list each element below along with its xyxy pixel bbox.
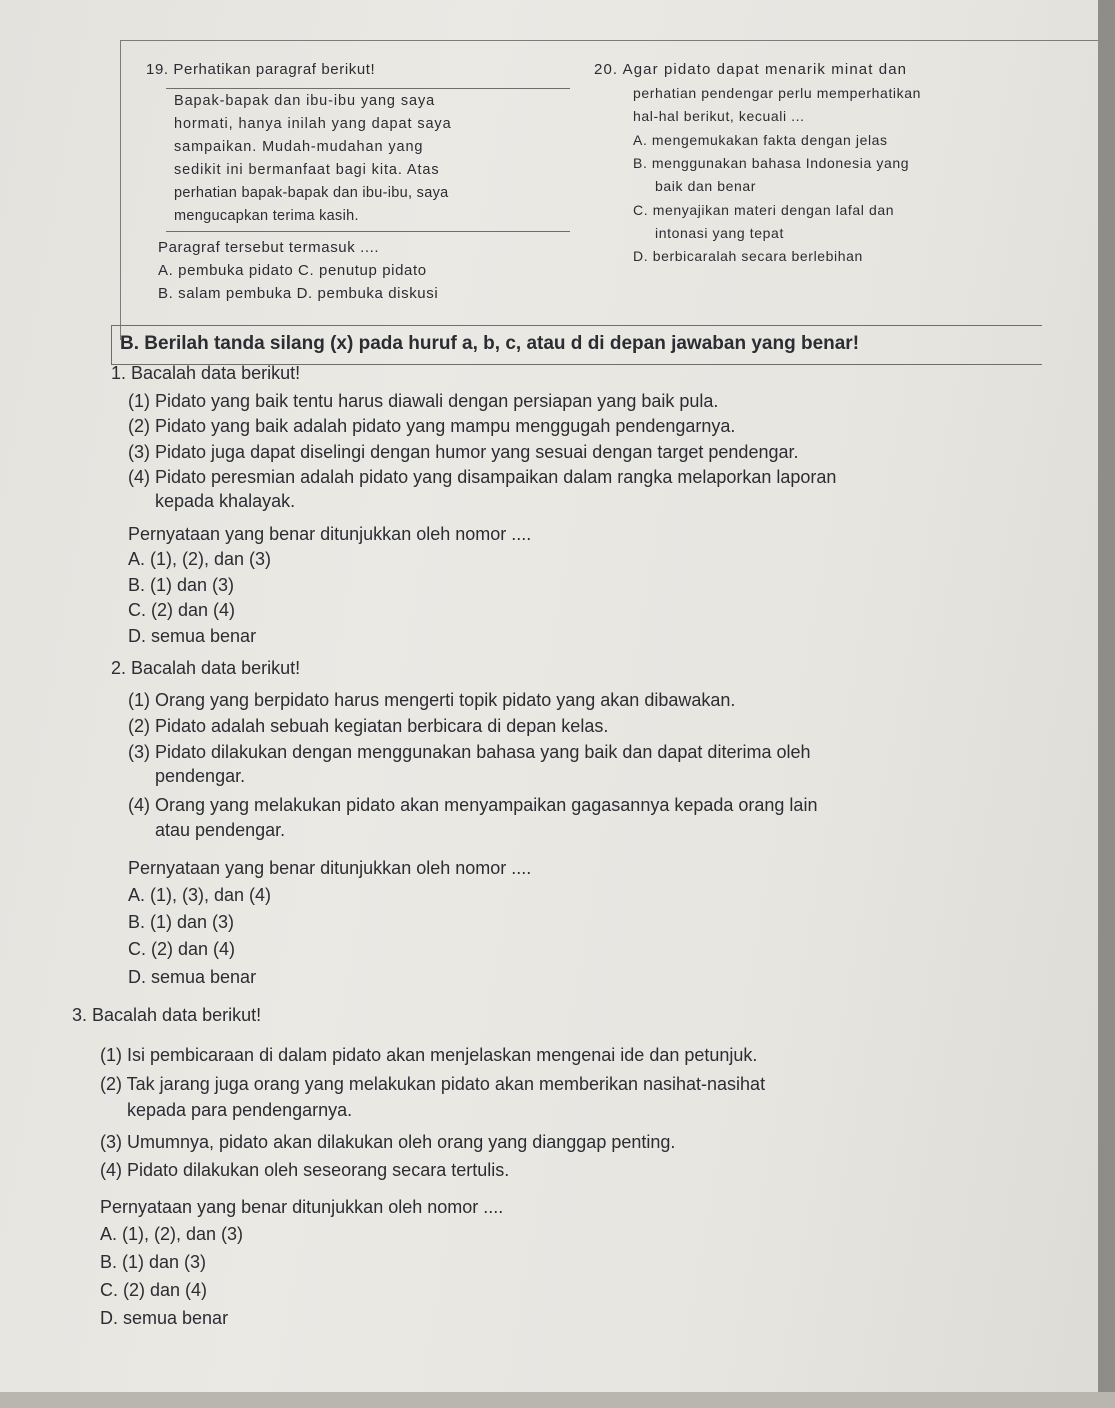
q19-paragraph-line: perhatian bapak-bapak dan ibu-ibu, saya xyxy=(174,185,449,201)
b1-question: Pernyataan yang benar ditunjukkan oleh nomor .... xyxy=(128,524,532,544)
q20-option-b: B. menggunakan bahasa Indonesia yang xyxy=(633,155,910,171)
q20-option-a: A. mengemukakan fakta dengan jelas xyxy=(633,132,888,148)
b2-statement: (4) Orang yang melakukan pidato akan menyampaikan gagasannya kepada orang lain xyxy=(128,795,818,815)
b2-statement-cont: atau pendengar. xyxy=(155,820,286,840)
b3-option-a: A. (1), (2), dan (3) xyxy=(100,1224,244,1244)
b2-option-d: D. semua benar xyxy=(128,967,257,987)
q19-options-row2: B. salam pembuka D. pembuka diskusi xyxy=(158,285,439,302)
b3-statement: (4) Pidato dilakukan oleh seseorang secara tertulis. xyxy=(100,1160,510,1180)
q19-paragraph-line: sedikit ini bermanfaat bagi kita. Atas xyxy=(174,162,440,178)
b3-option-b: B. (1) dan (3) xyxy=(100,1252,207,1272)
b2-statement: (3) Pidato dilakukan dengan menggunakan bahasa yang baik dan dapat diterima oleh xyxy=(128,742,811,762)
q20-stem-line: hal-hal berikut, kecuali ... xyxy=(633,108,805,124)
b1-statement: (3) Pidato juga dapat diselingi dengan humor yang sesuai dengan target pendengar. xyxy=(128,442,799,462)
b1-statement: (4) Pidato peresmian adalah pidato yang disampaikan dalam rangka melaporkan laporan xyxy=(128,467,837,487)
b1-option-b: B. (1) dan (3) xyxy=(128,575,235,595)
q19-paragraph-box xyxy=(166,88,570,232)
b2-statement: (1) Orang yang berpidato harus mengerti topik pidato yang akan dibawakan. xyxy=(128,690,736,710)
q20-option-c-cont: intonasi yang tepat xyxy=(655,225,784,241)
section-b-instruction: B. Berilah tanda silang (x) pada huruf a, b, c, atau d di depan jawaban yang benar! xyxy=(120,333,860,354)
b1-option-c: C. (2) dan (4) xyxy=(128,600,236,620)
q19-paragraph-line: mengucapkan terima kasih. xyxy=(174,208,359,224)
b1-statement: (2) Pidato yang baik adalah pidato yang mampu menggugah pendengarnya. xyxy=(128,416,736,436)
b2-title: 2. Bacalah data berikut! xyxy=(111,658,301,678)
b3-statement: (3) Umumnya, pidato akan dilakukan oleh orang yang dianggap penting. xyxy=(100,1132,676,1152)
b2-statement-cont: pendengar. xyxy=(155,766,246,786)
b3-statement: (1) Isi pembicaraan di dalam pidato akan menjelaskan mengenai ide dan petunjuk. xyxy=(100,1045,758,1065)
b3-statement-cont: kepada para pendengarnya. xyxy=(127,1100,353,1120)
b3-statement: (2) Tak jarang juga orang yang melakukan pidato akan memberikan nasihat-nasihat xyxy=(100,1074,766,1094)
b2-option-c: C. (2) dan (4) xyxy=(128,939,236,959)
q20-option-c: C. menyajikan materi dengan lafal dan xyxy=(633,202,895,218)
b2-option-a: A. (1), (3), dan (4) xyxy=(128,885,272,905)
b1-option-d: D. semua benar xyxy=(128,626,257,646)
q20-option-d: D. berbicaralah secara berlebihan xyxy=(633,248,863,264)
b3-title: 3. Bacalah data berikut! xyxy=(72,1005,262,1025)
b1-option-a: A. (1), (2), dan (3) xyxy=(128,549,272,569)
b1-title: 1. Bacalah data berikut! xyxy=(111,363,301,383)
page-shadow-edge xyxy=(1098,0,1115,1408)
b2-statement: (2) Pidato adalah sebuah kegiatan berbicara di depan kelas. xyxy=(128,716,609,736)
page-frame-left xyxy=(120,40,121,340)
page-bottom-edge xyxy=(0,1392,1115,1408)
b1-statement-cont: kepada khalayak. xyxy=(155,491,296,511)
b3-option-d: D. semua benar xyxy=(100,1308,229,1328)
q20-title: 20. Agar pidato dapat menarik minat dan xyxy=(594,61,908,78)
b2-option-b: B. (1) dan (3) xyxy=(128,912,235,932)
q19-question: Paragraf tersebut termasuk .... xyxy=(158,239,380,256)
q20-stem-line: perhatian pendengar perlu memperhatikan xyxy=(633,85,922,101)
q19-paragraph-line: Bapak-bapak dan ibu-ibu yang saya xyxy=(174,93,436,109)
b3-question: Pernyataan yang benar ditunjukkan oleh nomor .... xyxy=(100,1197,504,1217)
q19-options-row1: A. pembuka pidato C. penutup pidato xyxy=(158,262,427,279)
q19-title: 19. Perhatikan paragraf berikut! xyxy=(146,61,376,78)
b2-question: Pernyataan yang benar ditunjukkan oleh nomor .... xyxy=(128,858,532,878)
q19-paragraph-line: sampaikan. Mudah-mudahan yang xyxy=(174,139,424,155)
b1-statement: (1) Pidato yang baik tentu harus diawali dengan persiapan yang baik pula. xyxy=(128,391,719,411)
page-frame-top xyxy=(120,40,1115,41)
b3-option-c: C. (2) dan (4) xyxy=(100,1280,208,1300)
q19-paragraph-line: hormati, hanya inilah yang dapat saya xyxy=(174,116,452,132)
q20-option-b-cont: baik dan benar xyxy=(655,178,757,194)
